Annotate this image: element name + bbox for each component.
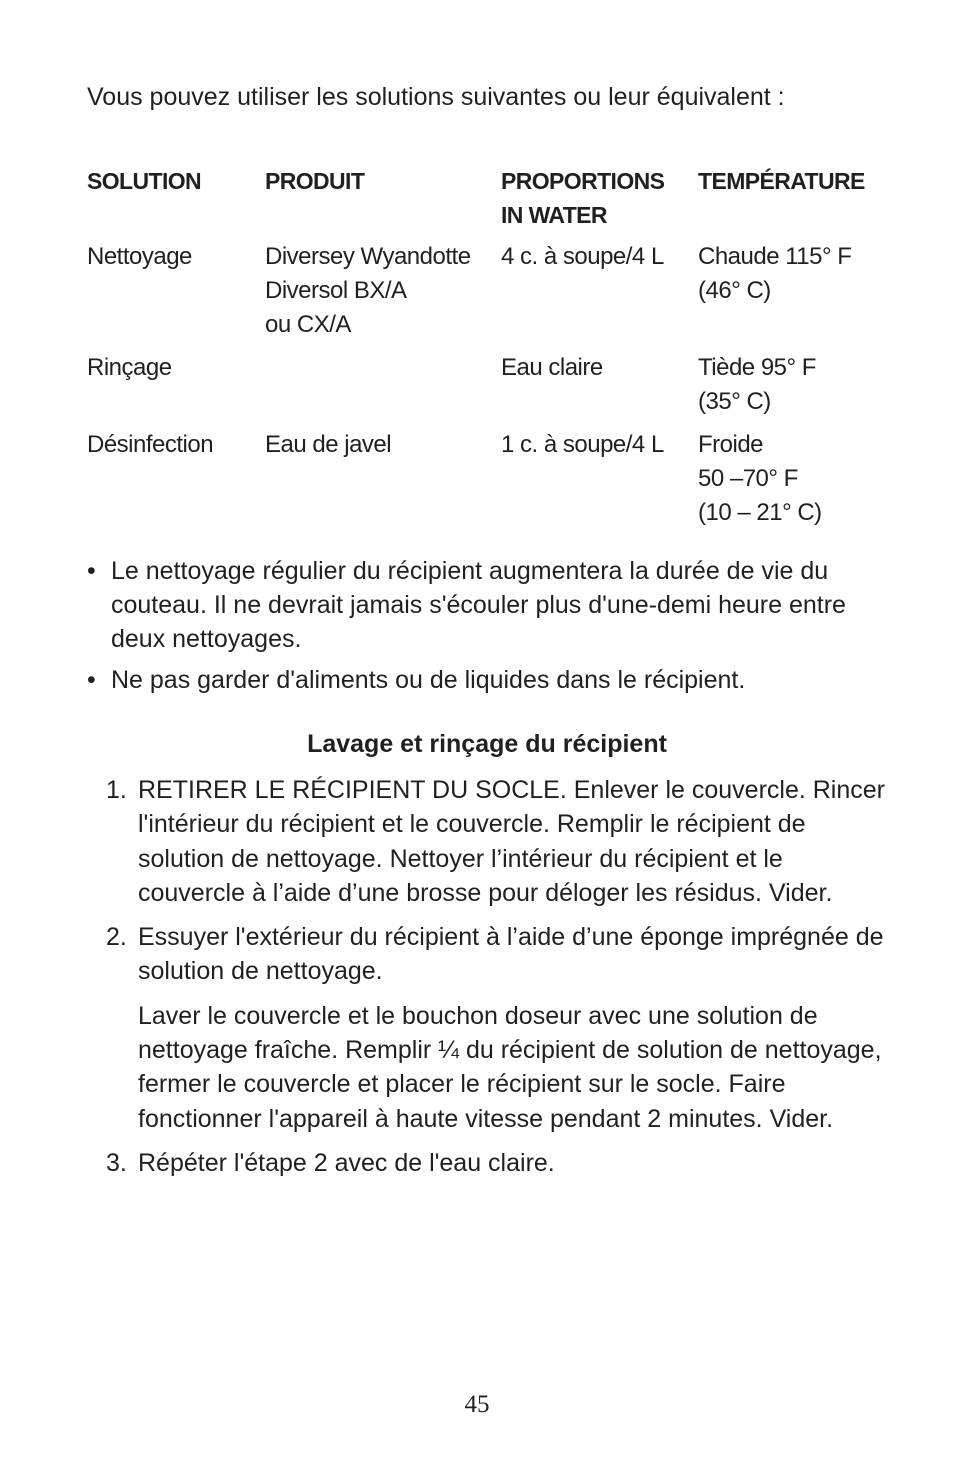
table-row [87, 428, 887, 530]
table-header-solution: SOLUTION [87, 168, 202, 194]
bullet-text: Ne pas garder d'aliments ou de liquides dans le récipient. [111, 666, 746, 694]
steps-list [106, 773, 896, 1190]
step-extra-text: Laver le couvercle et le bouchon doseur avec une solution de nettoyage fraîche. Remplir ¼ du récipient de solution de nettoyage, fermer le couvercle et placer le récipient sur le socle. Faire fonctionner l'appareil à haute vitesse pendant 2 minutes. Vider. [138, 1001, 882, 1133]
table-header-produit: PRODUIT [265, 168, 365, 194]
table-header-row [87, 164, 887, 240]
table-cell-solution: Rinçage [87, 354, 172, 381]
table-cell-proportions: 4 c. à soupe/4 L [501, 243, 664, 270]
table-cell-proportions: 1 c. à soupe/4 L [501, 431, 664, 458]
table-cell-produit: Eau de javel [265, 431, 392, 458]
table-header-temperature: TEMPÉRATURE [698, 168, 865, 194]
page-number: 45 [464, 1391, 490, 1418]
table-cell-produit: Diversey Wyandotte Diversol BX/A ou CX/A [265, 243, 471, 338]
list-item [106, 920, 896, 1136]
table-header-proportions: PROPORTIONS IN WATER [501, 168, 665, 228]
intro-paragraph: Vous pouvez utiliser les solutions suivantes ou leur équivalent : [87, 83, 785, 111]
table-cell-proportions: Eau claire [501, 354, 603, 381]
table-row [87, 240, 887, 351]
table-row [87, 351, 887, 428]
table-cell-temperature: Chaude 115° F (46° C) [698, 243, 852, 304]
list-item [106, 1146, 896, 1180]
bullet-icon: • [87, 557, 96, 585]
step-number: 3. [106, 1148, 127, 1177]
table-cell-solution: Désinfection [87, 431, 214, 458]
solutions-table [87, 164, 887, 530]
section-title: Lavage et rinçage du récipient [307, 730, 667, 758]
step-text: Essuyer l'extérieur du récipient à l’aide d’une éponge imprégnée de solution de nettoyage. [138, 923, 884, 986]
step-number: 2. [106, 923, 127, 952]
list-item [106, 773, 896, 910]
bullet-list [87, 554, 887, 704]
table-cell-solution: Nettoyage [87, 243, 192, 270]
list-item [87, 663, 887, 697]
step-number: 1. [106, 776, 127, 804]
table-cell-temperature: Tiède 95° F (35° C) [698, 354, 816, 415]
list-item [87, 554, 887, 656]
bullet-text: Le nettoyage régulier du récipient augmentera la durée de vie du couteau. Il ne devrait jamais s'écouler plus d'une-demi heure entre deux nettoyages. [111, 557, 846, 653]
step-text: Répéter l'étape 2 avec de l'eau claire. [138, 1148, 555, 1177]
step-text: RETIRER LE RÉCIPIENT DU SOCLE. Enlever le couvercle. Rincer l'intérieur du récipient et le couvercle. Remplir le récipient de solution de nettoyage. Nettoyer l’intérieur du récipient et le couvercle à l’aide d’une brosse pour déloger les résidus. Vider. [138, 776, 885, 907]
table-cell-temperature: Froide 50 –70° F (10 – 21° C) [698, 431, 822, 526]
bullet-icon: • [87, 666, 96, 694]
